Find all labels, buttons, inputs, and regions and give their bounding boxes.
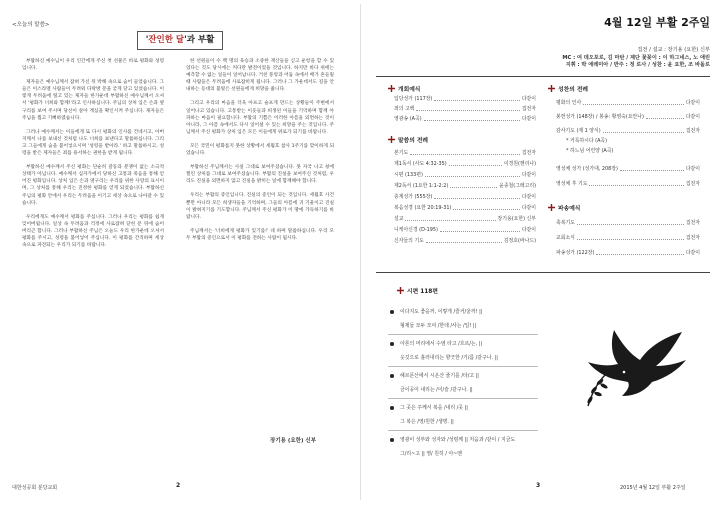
row-leader [646,117,684,119]
row-leader [405,219,495,221]
officiant-line: 집전 / 설교 : 장기용 (요한) 신부 [637,47,710,53]
service-row [394,171,536,178]
service-row [394,237,536,244]
service-row [394,215,536,222]
row-value: 집전자 [521,150,536,156]
row-label: 파송성가 (122장) [556,250,595,256]
service-row [556,99,700,106]
psalm-line: 이다지도 좋을까, 이렇게 /즐거/울까! || [400,309,483,315]
cross-icon [397,287,404,294]
row-leader [577,223,684,225]
cross-icon [388,85,395,92]
row-value: 다같이 [685,100,700,106]
row-leader [449,164,502,166]
bullet-icon [390,342,394,346]
cross-icon [388,136,395,143]
service-row [556,180,700,187]
row-label: 영광송 (A곡) [394,116,422,122]
spread-divider [360,4,361,500]
row-value: 다같이 [521,96,536,102]
sermon-paragraph: 그러나 예수께서는 이들에게 또 다시 평화의 인사를 건네시고, 아버지께서 나를 보내신 것처럼 나도 너희를 보낸다고 말씀하십니다. 그리고 그들에게 숨을 불어넣으시며 '성령을 받아라.' 하고 말씀하시고, 성령을 받은 제자들은 죄를 용서하는 권한을 받게 됩니다. [22,129,164,157]
row-value: 다같이 [521,205,536,211]
footer-date: 2015년 4월 12일 부활 2주일 [620,485,686,491]
sermon-paragraph: 제자들은 예수님께서 잡혀 가신 뒤 박해 속으로 숨어 들었습니다. 그들은 이스라엘 사람들이 두려워 다락방 문을 굳게 닫고 있었습니다. 이렇게 두려움에 떨고 있는 제자들 한가운데 부활하신 예수님께서 오셔서 '평화가 너희와 함께!'라고 인사하십니다. 주님의 상처 입은 손과 옆구리를 보여 주시며 당신이 살아 계심을 확인시켜 주십니다. 제자들은 주님을 뵙고 기뻐하였습니다. [22,80,164,121]
row-value: 이경원(헨리나) [503,161,536,167]
row-leader [425,175,520,177]
service-row [394,149,536,156]
service-title-text: 말씀의 전례 [398,138,429,144]
row-label: 복음성경 (요한 20:19-31) [394,205,452,211]
section-rule [376,272,710,273]
service-row [394,193,536,200]
officiants-block [376,47,710,70]
row-value: 다같이 [521,194,536,200]
service-sub-item: * 거룩하시다 (A곡) [566,138,608,144]
service-row [394,182,536,189]
row-label: 죄의 고백 [394,106,415,112]
sermon-column-1 [22,58,164,256]
row-leader [426,241,502,243]
row-value: 윤종철(그레고리) [499,183,536,189]
row-leader [589,184,683,186]
row-label: 교회소식 [556,235,575,241]
cross-icon [548,85,555,92]
row-value: 다같이 [685,250,700,256]
title-rest: '과 부활 [184,35,215,45]
service-title-opening [388,84,420,93]
page-number-right: 3 [536,482,541,489]
row-leader [410,153,520,155]
row-value: 다같이 [521,172,536,178]
verse-divider [388,366,538,367]
page-number-left: 2 [176,482,181,489]
sermon-paragraph: 우리는 부활의 증인입니다. 진실의 증인이 되는 것입니다. 세월호 사건뿐만 아니라 모든 희생자들을 기억하며, 그들의 아픔에 귀 기울이고 진실이 밝혀지기를 기도합니다. 주님께서 주신 평화가 이 땅에 가득하기를 바랍니다. [186,193,334,220]
sermon-paragraph: 부활하신 주님께서는 사실 그대로 보여주셨습니다. 못 자국 나고 창에 찔린 상처를 그대로 보여주셨습니다. 부활의 진실을 보여주신 것처럼, 우리도 진실을 외면하지 않고 진실을 밝히는 일에 함께해야 합니다. [186,165,334,185]
row-value: 집전자 [685,181,700,187]
bullet-icon [390,310,394,314]
verse-divider [388,398,538,399]
row-leader [596,253,683,255]
row-value: 다같이 [685,114,700,120]
dove-icon [578,322,706,418]
sermon-paragraph: 우리에게도 예수께서 평화를 주십니다. 그러나 우리는 평화를 쉽게 잊어버립니다. 일상 속 두려움과 걱정에 사로잡혀 닫힌 문 뒤에 숨어 버리곤 합니다. 그러나 부활하신 주님은 오늘도 우리 한가운데 오셔서 평화를 주시고, 성령을 불어넣어 주십니다. 이 평화를 간직하며 세상 속으로 파견되는 우리가 되기를 바랍니다. [22,214,164,249]
officiant-line: 지휘 : 박 에레미아 / 반주 : 정 로사 / 성찬 : 윤 요한, 조 바돌로 [565,62,710,69]
officiant-line: MC : 여 데오포로, 김 마탄 / 제단 꽃꽂이 : 이 하그네스, 노 애린 [562,54,710,61]
row-label: 입당성가 (117장) [394,96,433,102]
verse-divider [388,334,538,335]
row-leader [620,169,684,171]
service-row [394,105,536,112]
row-value: 다같이 [685,166,700,172]
service-title-text: 성찬의 전례 [558,87,589,93]
service-title-text: 개회예식 [398,87,421,93]
psalm-line: 헤르몬산에서 시온산 줄기를 /타/고 || [400,373,479,379]
row-value: 집전자 [685,128,700,134]
row-value: 다같이 [521,227,536,233]
row-label: 시편 (133편) [394,172,423,178]
service-title-sending [548,203,580,212]
title-highlight: 잔인한 달 [148,35,185,45]
row-label: 제1독서 (사도 4:32-35) [394,161,447,167]
psalm-line: 아론의 머리에서 수염 타고 /흐르/는, || [400,341,483,347]
psalm-line: 금이공이 내리는 /이/슬 /같구나. || [400,387,473,393]
bullet-icon [390,406,394,410]
sermon-paragraph: 부활하신 예수님이 우리 인간에게 주신 첫 선물은 바로 평화와 성령입니다. [22,59,164,72]
row-label: 층계성가 (555장) [394,194,433,200]
row-value: 집전자 [521,106,536,112]
row-value: 집전자 [685,235,700,241]
service-row [556,113,700,120]
row-leader [450,186,497,188]
row-value: 김정호(바나드) [503,238,536,244]
row-label: 감사기도 (제 1 양식) [556,128,601,134]
sermon-column-2 [186,58,334,249]
bullet-icon [390,438,394,442]
row-label: 신자들의 기도 [394,238,424,244]
row-value: 집전자 [685,220,700,226]
sermon-title [137,31,223,50]
service-title-eucharist [548,84,588,93]
row-leader [424,119,520,121]
row-value: 장기용(요한) 신부 [497,216,536,222]
sermon-paragraph: 주님께서는 '너희에게 평화가 있기를!' 네 하며 말씀하십니다. 우리 모두 부활의 증인으로서 이 평화를 전하는 사람이 됩시다. [186,228,334,241]
service-row [394,160,536,167]
service-row [394,115,536,122]
psalm-line: 옷깃으로 흘러내리는 향긋한 /기/름 /같구나. || [400,355,498,361]
row-leader [453,208,519,210]
service-row [394,95,536,102]
service-row [556,127,700,134]
service-sub-item: * 하느님 어린양 (A곡) [566,148,614,154]
psalm-line: 형제들 모두 모여 /한데 /사는 /일! || [400,323,477,329]
row-label: 영성체 성가 (성가대, 208장) [556,166,618,172]
sermon-paragraph: 한 선원들이 수 백 명의 육승과 소중한 재산들을 싣고 운항을 할 수 있었다는 것도 당시에는 커다란 발전이었을 것입니다. 하지만 바다 위에는 예측할 수 없는 일들이 일어납니다. 거친 풍랑과 어둠 속에서 배가 흔들릴 때 사람들은 두려움에 사로잡히게 됩니다. 그러나 그 가운데서도 길을 안내하는 등대의 불빛은 선원들에게 희망을 줍니다. [186,59,334,93]
row-value: 다같이 [521,116,536,122]
service-row [394,226,536,233]
sermon-paragraph: 그리고 우리의 마음을 더욱 아프고 슬프게 만드는 상황들이 주변에서 일어나고 있습니다. 고통받는 이웃들과 희생된 이들을 기억하며 함께 아파하는 마음이 필요합니다. 부활의 기쁨은 이러한 아픔을 외면하는 것이 아니라, 그 아픔 속에서도 다시 일어설 수 있는 희망을 주는 것입니다. 주님께서 주신 평화가 상처 입은 모든 이들에게 위로가 되기를 바랍니다. [186,101,334,135]
row-label: 본기도 [394,150,409,156]
cross-icon [548,204,555,211]
title-quote-open: ' [145,35,149,45]
row-leader [416,109,519,111]
section-label: <오늘의 말씀> [12,22,50,28]
verse-divider [388,430,538,431]
row-leader [577,238,684,240]
row-leader [434,99,519,101]
row-leader [434,197,519,199]
row-label: 봉헌성가 (148장) / 봉송: 황영숙(요안나) [556,114,644,120]
week-title: 4월 12일 부활 2주일 [604,16,710,29]
psalm-title-text: 시편 118편 [407,289,438,295]
sermon-author: 장기용 (요한) 신부 [270,438,317,444]
footer-church-name: 대한성공회 분당교회 [12,485,58,491]
service-title-text: 파송예식 [558,206,581,212]
service-title-word [388,135,428,144]
row-label: 축복기도 [556,220,575,226]
sermon-paragraph: 모든 국민이 평화롭지 못한 상황에서 세월호 참사 1주기를 맞이하게 되었습니다. [186,143,334,157]
row-label: 니케아신경 (D-195) [394,227,438,233]
row-leader [603,131,684,133]
row-label: 제2독서 (1요한 1:1-2:2) [394,183,449,189]
row-leader [583,103,684,105]
service-row [556,249,700,256]
service-row [556,234,700,241]
psalm-title [397,286,438,295]
row-label: 평화의 인사 [556,100,582,106]
row-leader [440,230,520,232]
sermon-paragraph: 부활하신 예수께서 주신 평화는 단순히 갈등과 분쟁이 없는 소극적 상태가 아닙니다. 예수께서 십자가에서 당하신 고통과 죽음을 통해 얻어진 평화입니다. 상처 입은 손과 옆구리는 우리를 위한 사랑의 표시이며, 그 상처를 통해 우리는 진정한 평화를 얻게 되었습니다. 부활하신 주님의 평화 안에서 우리는 두려움을 이기고 세상 속으로 나아갈 수 있습니다. [22,165,164,206]
service-row [394,204,536,211]
psalm-line: 그/리~고 || 영/ 원히 / 아~멘 [400,451,463,457]
psalm-line: 영광이 성부와 성자와 /성령께 || 처음과 /같이 / 지금도 [400,437,516,443]
psalm-line: 그 복은 /영/원한 /생명. || [400,419,454,425]
bullet-icon [390,374,394,378]
service-row [556,165,700,172]
row-label: 설교 [394,216,404,222]
service-row [556,219,700,226]
header-rule [376,76,710,77]
psalm-line: 그 곳은 주께서 복을 /내리 /곳 || [400,405,468,411]
row-label: 영성체 후 기도 [556,181,588,187]
